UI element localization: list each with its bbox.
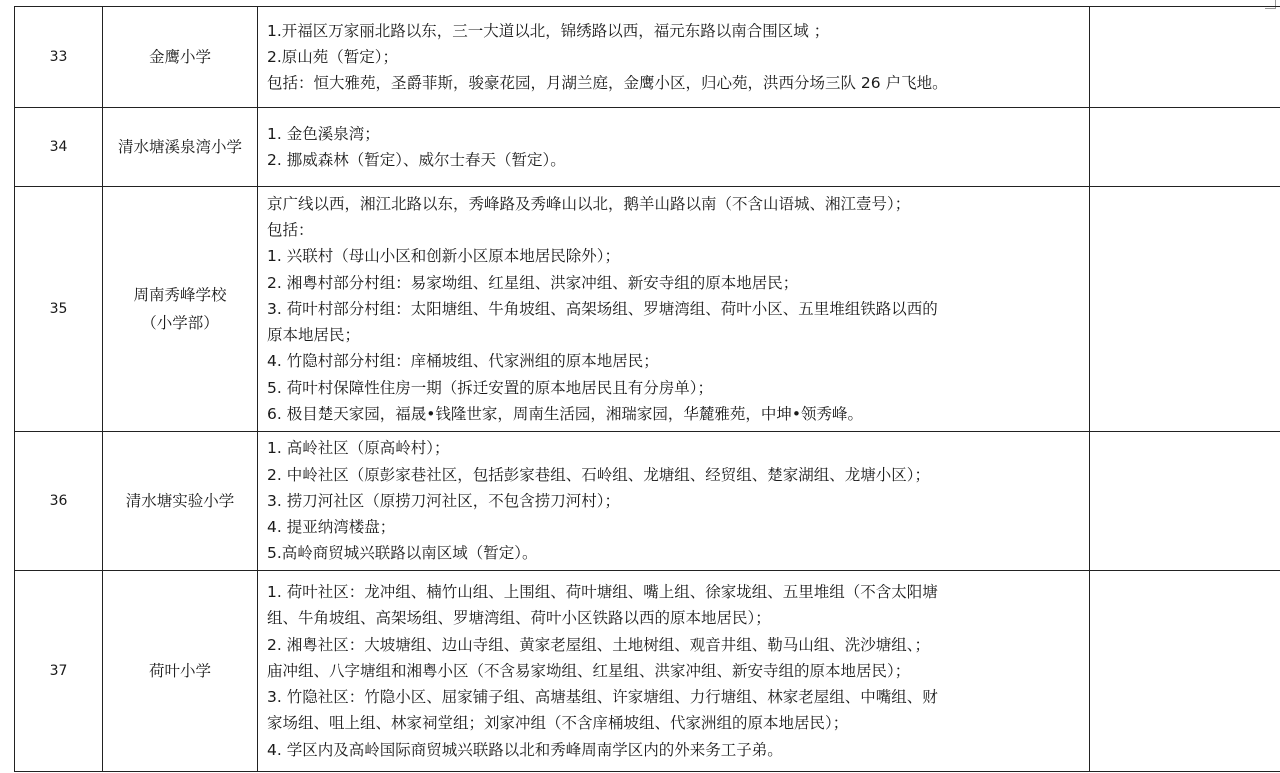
school-name-cell bbox=[103, 571, 258, 772]
area-line: 庙冲组、八字塘组和湘粤小区（不含易家坳组、红星组、洪家冲组、新安寺组的原本地居民）； bbox=[267, 661, 911, 680]
enrollment-area-cell bbox=[258, 108, 1090, 187]
remarks-cell bbox=[1090, 108, 1280, 187]
remarks-cell bbox=[1090, 432, 1280, 571]
area-line: 1. 高岭社区（原高岭村）； bbox=[267, 439, 450, 458]
table-row bbox=[15, 571, 1280, 772]
school-name: （小学部） bbox=[141, 314, 219, 332]
school-name: 清水塘溪泉湾小学 bbox=[117, 138, 242, 156]
area-line: 组、牛角坡组、高架场组、罗塘湾组、荷叶小区铁路以西的原本地居民）； bbox=[267, 609, 771, 628]
area-line: 1. 兴联村（母山小区和创新小区原本地居民除外）； bbox=[267, 247, 620, 266]
enrollment-area-cell bbox=[258, 432, 1090, 571]
area-line: 包括：恒大雅苑，圣爵菲斯，骏豪花园，月湖兰庭，金鹰小区，归心苑，洪西分场三队 26 户飞地。 bbox=[267, 74, 948, 93]
school-name-cell bbox=[103, 432, 258, 571]
area-line: 4. 学区内及高岭国际商贸城兴联路以北和秀峰周南学区内的外来务工子弟。 bbox=[267, 740, 783, 759]
area-line: 原本地居民； bbox=[267, 326, 361, 345]
school-name-cell bbox=[103, 187, 258, 432]
area-line: 1. 金色溪泉湾； bbox=[267, 124, 380, 143]
remarks-cell bbox=[1090, 571, 1280, 772]
school-name: 金鹰小学 bbox=[148, 48, 211, 66]
area-line: 3. 竹隐社区：竹隐小区、屈家铺子组、高塘基组、许家塘组、力行塘组、林家老屋组、中嘴组、财 bbox=[267, 688, 938, 707]
enrollment-area-cell bbox=[258, 187, 1090, 432]
area-line: 京广线以西，湘江北路以东，秀峰路及秀峰山以北，鹅羊山路以南（不含山语城、湘江壹号）； bbox=[267, 194, 911, 213]
school-name-cell bbox=[103, 108, 258, 187]
area-line: 4. 竹隐村部分村组：庠桶坡组、代家洲组的原本地居民； bbox=[267, 352, 659, 371]
table-row bbox=[15, 432, 1280, 571]
area-line: 家场组、咀上组、林家祠堂组；刘家冲组（不含庠桶坡组、代家洲组的原本地居民）； bbox=[267, 714, 849, 733]
area-line: 2. 湘粤村部分村组：易家坳组、红星组、洪家冲组、新安寺组的原本地居民； bbox=[267, 273, 799, 292]
row-number: 36 bbox=[15, 432, 103, 571]
school-name: 清水塘实验小学 bbox=[125, 492, 235, 510]
table-body bbox=[15, 7, 1280, 772]
row-number: 33 bbox=[15, 7, 103, 108]
area-line: 1. 荷叶社区：龙冲组、楠竹山组、上围组、荷叶塘组、嘴上组、徐家垅组、五里堆组（不含太阳塘 bbox=[267, 582, 938, 601]
area-line: 3. 荷叶村部分村组：太阳塘组、牛角坡组、高架场组、罗塘湾组、荷叶小区、五里堆组铁路以西的 bbox=[267, 299, 938, 318]
table-row bbox=[15, 108, 1280, 187]
area-line: 6. 极目楚天家园，福晟•钱隆世家，周南生活园，湘瑞家园，华麓雅苑，中坤•领秀峰。 bbox=[267, 405, 864, 424]
remarks-cell bbox=[1090, 187, 1280, 432]
area-line: 5.高岭商贸城兴联路以南区域（暂定）。 bbox=[267, 544, 538, 563]
table-row bbox=[15, 187, 1280, 432]
area-line: 2.原山苑（暂定）； bbox=[267, 47, 399, 66]
enrollment-area-cell bbox=[258, 7, 1090, 108]
area-line: 2. 湘粤社区：大坡塘组、边山寺组、黄家老屋组、土地树组、观音井组、勒马山组、洗沙塘组、； bbox=[267, 635, 930, 654]
school-name-cell bbox=[103, 7, 258, 108]
area-line: 4. 提亚纳湾楼盘； bbox=[267, 518, 396, 537]
remarks-cell bbox=[1090, 7, 1280, 108]
area-line: 1.开福区万家丽北路以东，三一大道以北，锦绣路以西，福元东路以南合围区域 ； bbox=[267, 21, 830, 40]
row-number: 37 bbox=[15, 571, 103, 772]
enrollment-area-cell bbox=[258, 571, 1090, 772]
table-row bbox=[15, 7, 1280, 108]
row-number: 35 bbox=[15, 187, 103, 432]
school-name: 荷叶小学 bbox=[148, 662, 211, 680]
area-line: 包括： bbox=[267, 220, 314, 239]
school-district-table bbox=[14, 6, 1280, 772]
area-line: 2. 中岭社区（原彭家巷社区，包括彭家巷组、石岭组、龙塘组、经贸组、楚家湖组、龙塘小区）； bbox=[267, 465, 930, 484]
area-line: 3. 捞刀河社区（原捞刀河社区，不包含捞刀河村）； bbox=[267, 491, 620, 510]
row-number: 34 bbox=[15, 108, 103, 187]
school-name: 周南秀峰学校 bbox=[133, 286, 227, 304]
area-line: 5. 荷叶村保障性住房一期（拆迁安置的原本地居民且有分房单）； bbox=[267, 378, 713, 397]
area-line: 2. 挪威森林（暂定）、威尔士春天（暂定）。 bbox=[267, 151, 566, 169]
